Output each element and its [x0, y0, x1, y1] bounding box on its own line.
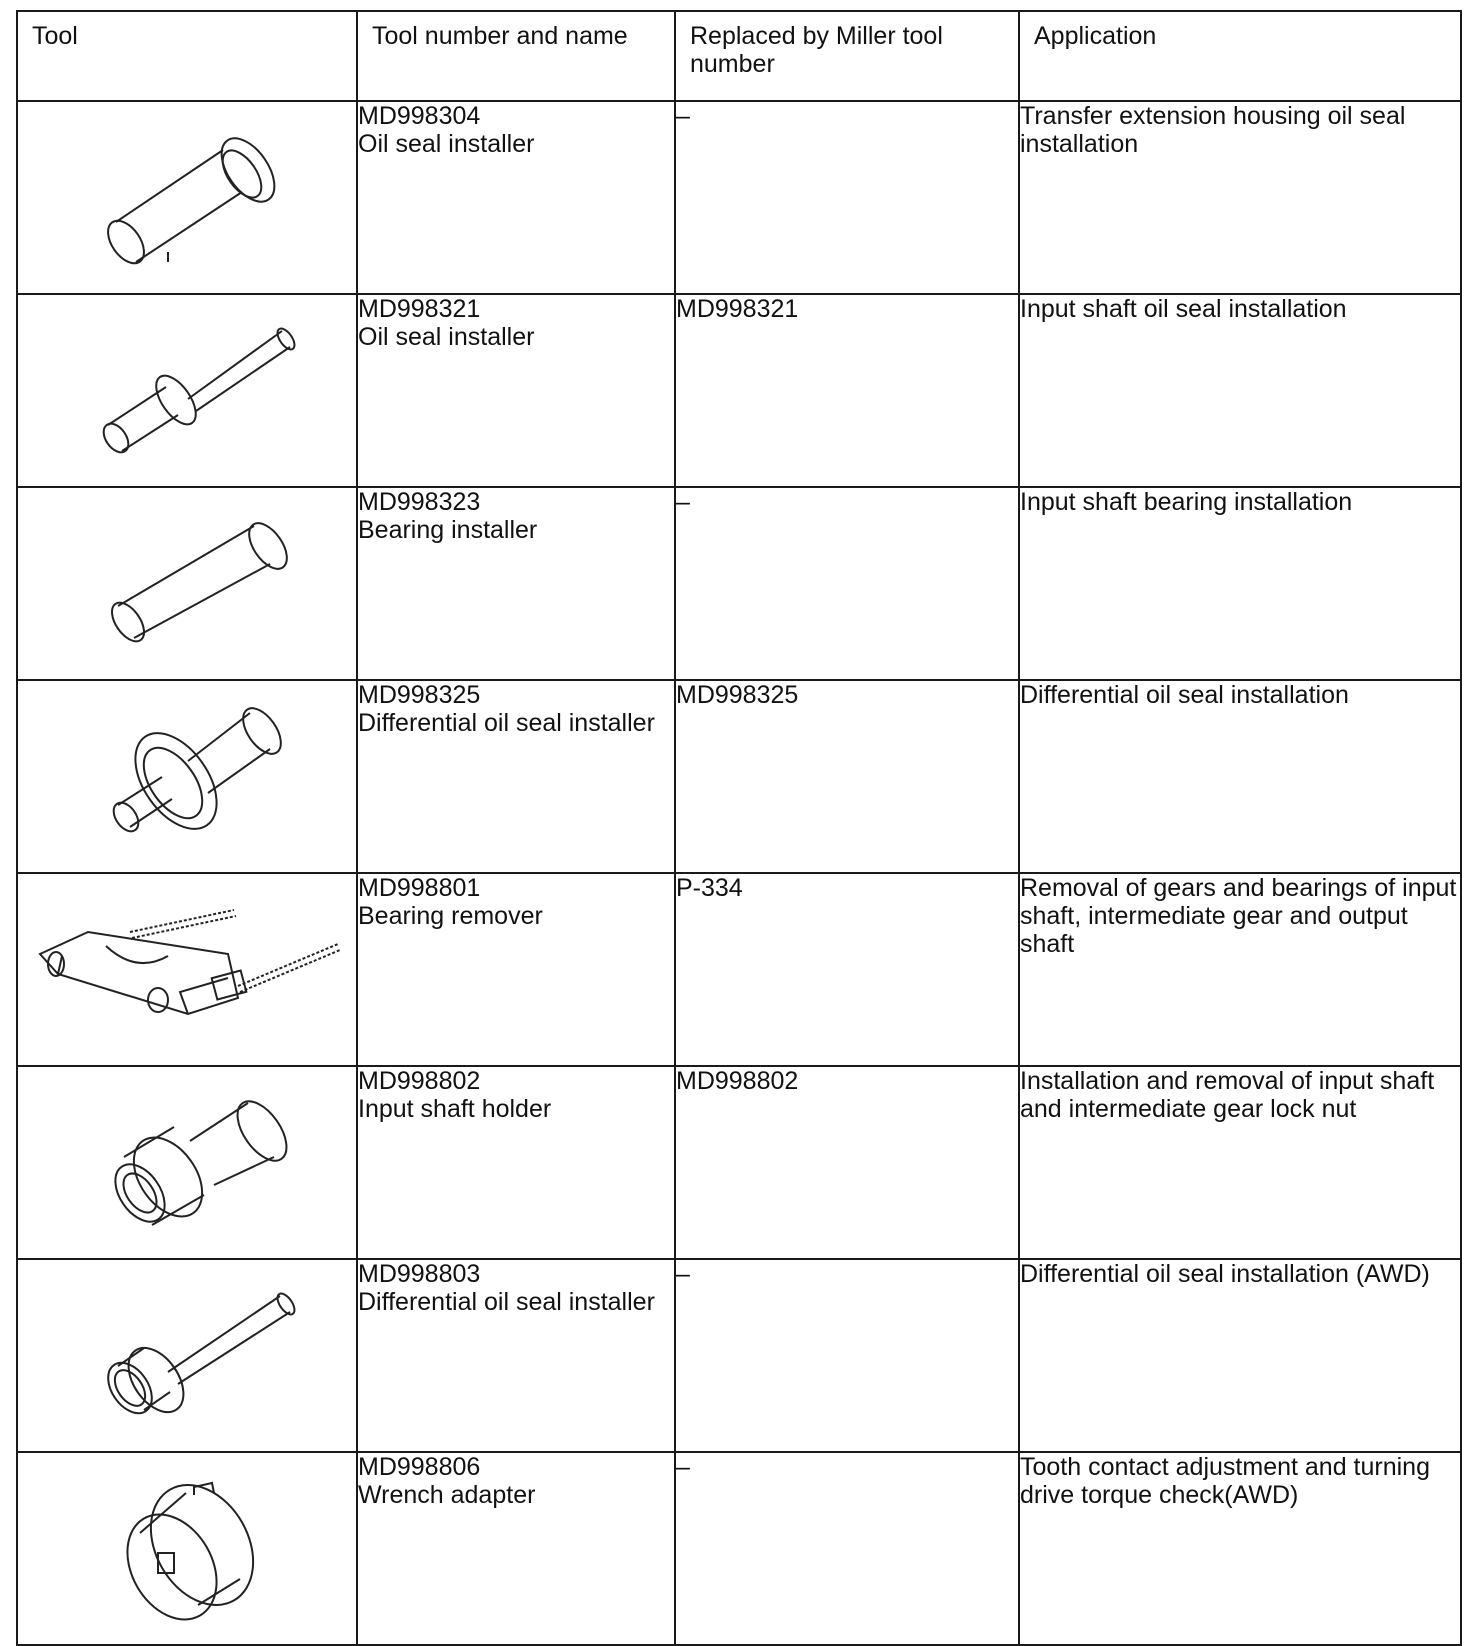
tool-number: MD998321: [358, 295, 481, 323]
tool-number-name-cell: [357, 1066, 675, 1259]
tool-number-name-cell: [357, 680, 675, 873]
header-tool: Tool: [17, 11, 357, 101]
tool-name: Differential oil seal installer: [358, 709, 655, 737]
special-tools-table: [16, 10, 1462, 1646]
tool-number-name-cell: [357, 294, 675, 487]
tool-name: Wrench adapter: [358, 1481, 536, 1509]
header-application: Application: [1019, 11, 1461, 101]
table-row: [17, 101, 1461, 294]
tool-number-name-cell: [357, 101, 675, 294]
header-replaced-by-miller: Replaced by Miller tool number: [675, 11, 1019, 101]
tool-image-cell: [17, 1066, 357, 1259]
tool-application: Installation and removal of input shaft and intermediate gear lock nut: [1019, 1066, 1461, 1259]
oil-seal-installer-icon: [18, 295, 356, 484]
tool-application: Differential oil seal installation (AWD): [1019, 1259, 1461, 1452]
table-row: [17, 1259, 1461, 1452]
wrench-adapter-icon: [18, 1453, 356, 1642]
table-row: [17, 294, 1461, 487]
tool-number: MD998806: [358, 1453, 481, 1481]
tool-image-cell: [17, 294, 357, 487]
differential-oil-seal-installer-icon: [18, 1260, 356, 1449]
oil-seal-installer-icon: [18, 102, 356, 291]
tool-image-cell: [17, 1452, 357, 1645]
tool-image-cell: [17, 101, 357, 294]
tool-image-cell: [17, 1259, 357, 1452]
miller-tool-number: P-334: [675, 873, 1019, 1066]
header-tool-number-and-name: Tool number and name: [357, 11, 675, 101]
miller-tool-number: MD998325: [675, 680, 1019, 873]
table-row: [17, 873, 1461, 1066]
tool-number: MD998802: [358, 1067, 481, 1095]
miller-tool-number: MD998321: [675, 294, 1019, 487]
tool-number: MD998801: [358, 874, 481, 902]
table-row: [17, 680, 1461, 873]
table-row: [17, 1066, 1461, 1259]
tool-application: Tooth contact adjustment and turning drive torque check(AWD): [1019, 1452, 1461, 1645]
miller-tool-number: MD998802: [675, 1066, 1019, 1259]
special-tools-document: [16, 10, 1460, 1606]
table-row: [17, 1452, 1461, 1645]
tool-image-cell: [17, 487, 357, 680]
tool-number: MD998325: [358, 681, 481, 709]
differential-oil-seal-installer-icon: [18, 681, 356, 870]
tool-image-cell: [17, 873, 357, 1066]
bearing-installer-icon: [18, 488, 356, 677]
tool-number: MD998803: [358, 1260, 481, 1288]
tool-name: Input shaft holder: [358, 1095, 552, 1123]
tool-number-name-cell: [357, 1452, 675, 1645]
tool-name: Oil seal installer: [358, 323, 535, 351]
tool-name: Oil seal installer: [358, 130, 535, 158]
table-header-row: [17, 11, 1461, 101]
tool-image-cell: [17, 680, 357, 873]
tool-application: Differential oil seal installation: [1019, 680, 1461, 873]
tool-application: Input shaft bearing installation: [1019, 487, 1461, 680]
miller-tool-number: –: [675, 101, 1019, 294]
bearing-remover-icon: [18, 874, 356, 1063]
miller-tool-number: –: [675, 487, 1019, 680]
tool-number-name-cell: [357, 487, 675, 680]
tool-name: Bearing installer: [358, 516, 538, 544]
tool-application: Transfer extension housing oil seal installation: [1019, 101, 1461, 294]
tool-name: Differential oil seal installer: [358, 1288, 655, 1316]
miller-tool-number: –: [675, 1452, 1019, 1645]
tool-number-name-cell: [357, 1259, 675, 1452]
input-shaft-holder-icon: [18, 1067, 356, 1256]
tool-number: MD998323: [358, 488, 481, 516]
tool-name: Bearing remover: [358, 902, 543, 930]
miller-tool-number: –: [675, 1259, 1019, 1452]
table-row: [17, 487, 1461, 680]
tool-application: Input shaft oil seal installation: [1019, 294, 1461, 487]
tool-application: Removal of gears and bearings of input shaft, intermediate gear and output shaft: [1019, 873, 1461, 1066]
tool-number-name-cell: [357, 873, 675, 1066]
tool-number: MD998304: [358, 102, 481, 130]
